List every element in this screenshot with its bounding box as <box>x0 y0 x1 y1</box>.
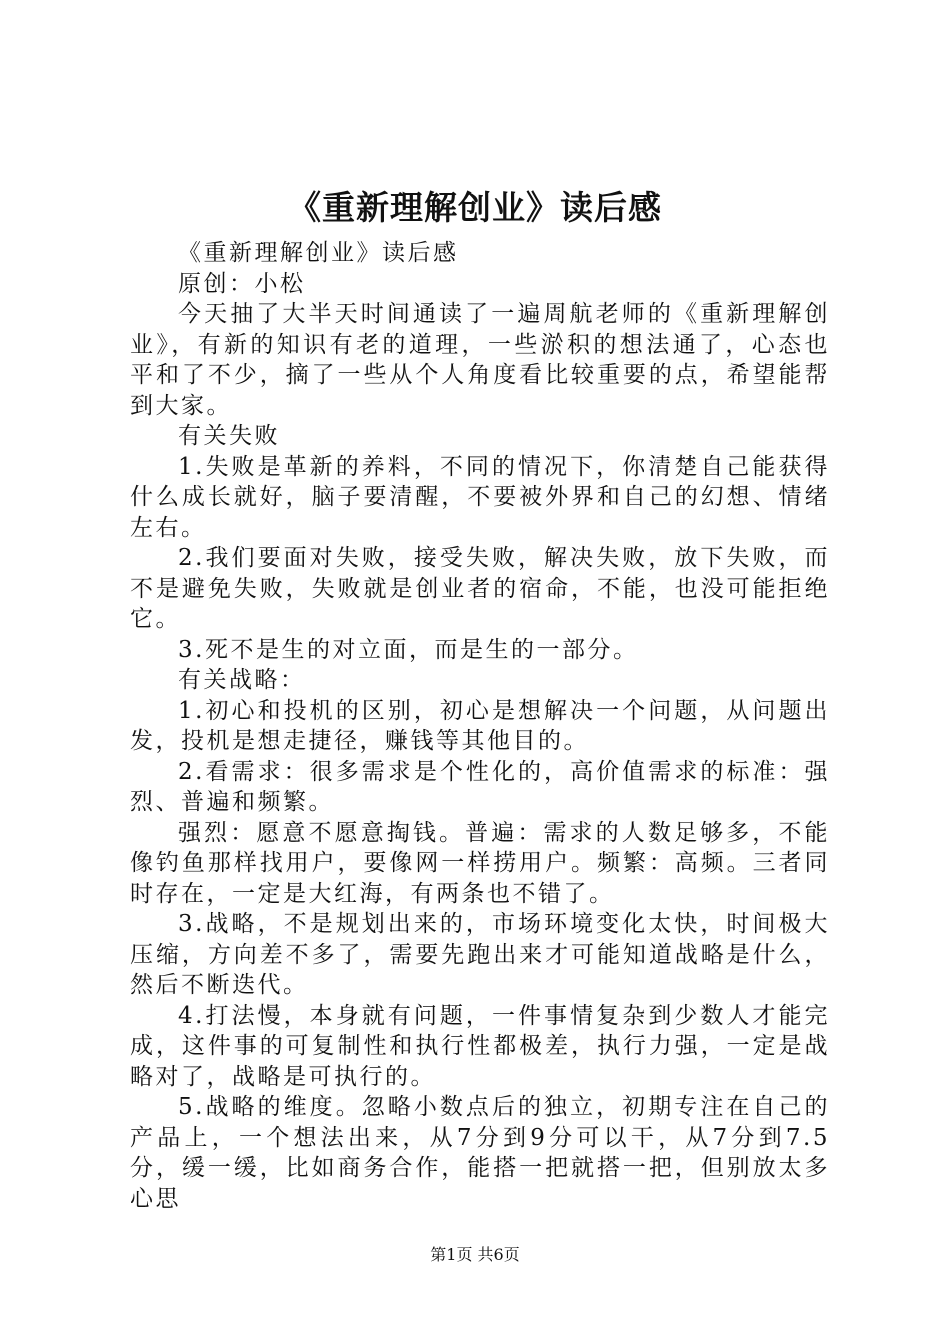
section-heading-strategy: 有关战略： <box>178 667 306 693</box>
paragraph-strategy-2: 2.看需求：很多需求是个性化的，高价值需求的标准：强烈、普遍和频繁。 <box>130 758 830 815</box>
document-title: 《重新理解创业》读后感 <box>288 188 662 227</box>
paragraph-strategy-4: 4.打法慢，本身就有问题，一件事情复杂到少数人才能完成，这件事的可复制性和执行性都极差，执行力强，一定是战略对了，战略是可执行的。 <box>130 1002 830 1090</box>
section-heading-failure: 有关失败 <box>178 423 280 449</box>
paragraph-subtitle: 《重新理解创业》读后感 <box>178 240 459 266</box>
page-footer: 第1页 共6页 <box>430 1245 520 1264</box>
paragraph-failure-1: 1.失败是革新的养料，不同的情况下，你清楚自己能获得什么成长就好，脑子要清醒，不要被外界和自己的幻想、情绪左右。 <box>130 453 830 541</box>
paragraph-author: 原创：小松 <box>178 270 306 297</box>
paragraph-intro: 今天抽了大半天时间通读了一遍周航老师的《重新理解创业》，有新的知识有老的道理，一些淤积的想法通了，心态也平和了不少，摘了一些从个人角度看比较重要的点，希望能帮到大家。 <box>130 301 830 419</box>
paragraph-strategy-3: 3.战略，不是规划出来的，市场环境变化太快，时间极大压缩，方向差不多了，需要先跑出来才可能知道战略是什么，然后不断迭代。 <box>130 911 830 998</box>
paragraph-strategy-5: 5.战略的维度。忽略小数点后的独立，初期专注在自己的产品上，一个想法出来，从7分到9分可以干，从7分到7.5分，缓一缓，比如商务合作，能搭一把就搭一把，但别放太多心思 <box>130 1094 830 1212</box>
paragraph-strategy-2-detail: 强烈：愿意不愿意掏钱。普遍：需求的人数足够多，不能像钓鱼那样找用户，要像网一样捞用户。频繁：高频。三者同时存在，一定是大红海，有两条也不错了。 <box>130 819 830 907</box>
paragraph-failure-3: 3.死不是生的对立面，而是生的一部分。 <box>178 636 639 663</box>
paragraph-failure-2: 2.我们要面对失败，接受失败，解决失败，放下失败，而不是避免失败，失败就是创业者的宿命，不能，也没可能拒绝它。 <box>130 545 830 632</box>
paragraph-strategy-1: 1.初心和投机的区别，初心是想解决一个问题，从问题出发，投机是想走捷径，赚钱等其他目的。 <box>130 697 830 754</box>
document-body <box>130 238 830 1214</box>
